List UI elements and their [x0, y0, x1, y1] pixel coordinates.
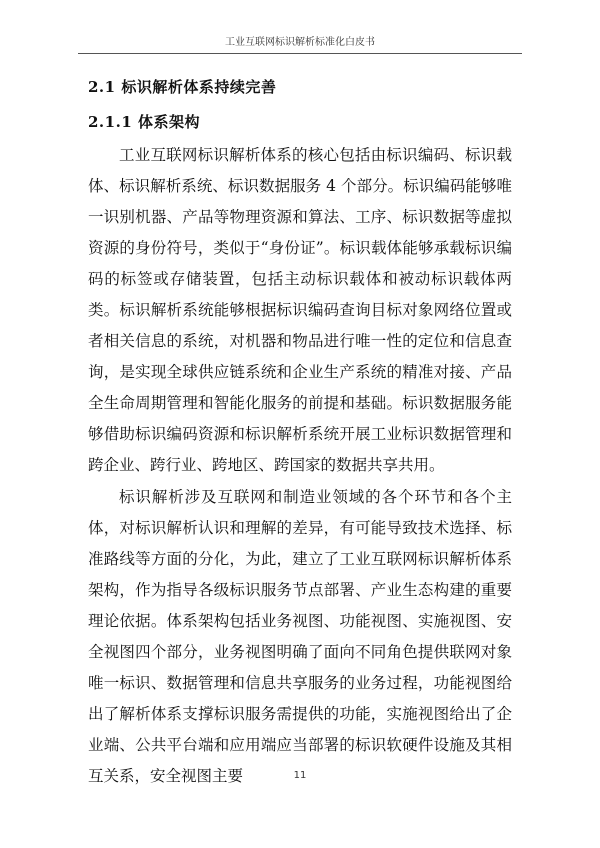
running-header: 工业互联网标识解析标准化白皮书 — [78, 33, 522, 54]
subsection-heading — [88, 111, 200, 132]
subsection-number: 2.1.1 — [88, 113, 133, 131]
section-heading — [88, 76, 276, 97]
section-title-text: 标识解析体系持续完善 — [121, 78, 277, 96]
body-paragraph-2: 标识解析涉及互联网和制造业领域的各个环节和各个主体，对标识解析认识和理解的差异，有可能导致技术选择、标准路线等方面的分化，为此，建立了工业互联网标识解析体系架构，作为指导各级标识服务节点部署、产业生态构建的重要理论依据。体系架构包括业务视图、功能视图、实施视图、安全视图四个部分，业务视图明确了面向不同角色提供联网对象唯一标识、数据管理和信息共享服务的业务过程，功能视图给出了解析体系支撑标识服务需提供的功能，实施视图给出了企业端、公共平台端和应用端应当部署的标识软硬件设施及其相互关系，安全视图主要 — [88, 488, 512, 785]
section-number: 2.1 — [88, 78, 116, 96]
body-paragraph-1: 工业互联网标识解析体系的核心包括由标识编码、标识载体、标识解析系统、标识数据服务 4 个部分。标识编码能够唯一识别机器、产品等物理资源和算法、工序、标识数据等虚拟资源的身份符号，类似于“身份证”。标识载体能够承载标识编码的标签或存储装置，包括主动标识载体和被动标识载体两类。标识解析系统能够根据标识编码查询目标对象网络位置或者相关信息的系统，对机器和物品进行唯一性的定位和信息查询，是实现全球供应链系统和企业生产系统的精准对接、产品全生命周期管理和智能化服务的前提和基础。标识数据服务能够借助标识编码资源和标识解析系统开展工业标识数据管理和跨企业、跨行业、跨地区、跨国家的数据共享共用。 — [88, 146, 512, 474]
subsection-title-text: 体系架构 — [138, 113, 201, 131]
page-number: 11 — [293, 770, 307, 781]
